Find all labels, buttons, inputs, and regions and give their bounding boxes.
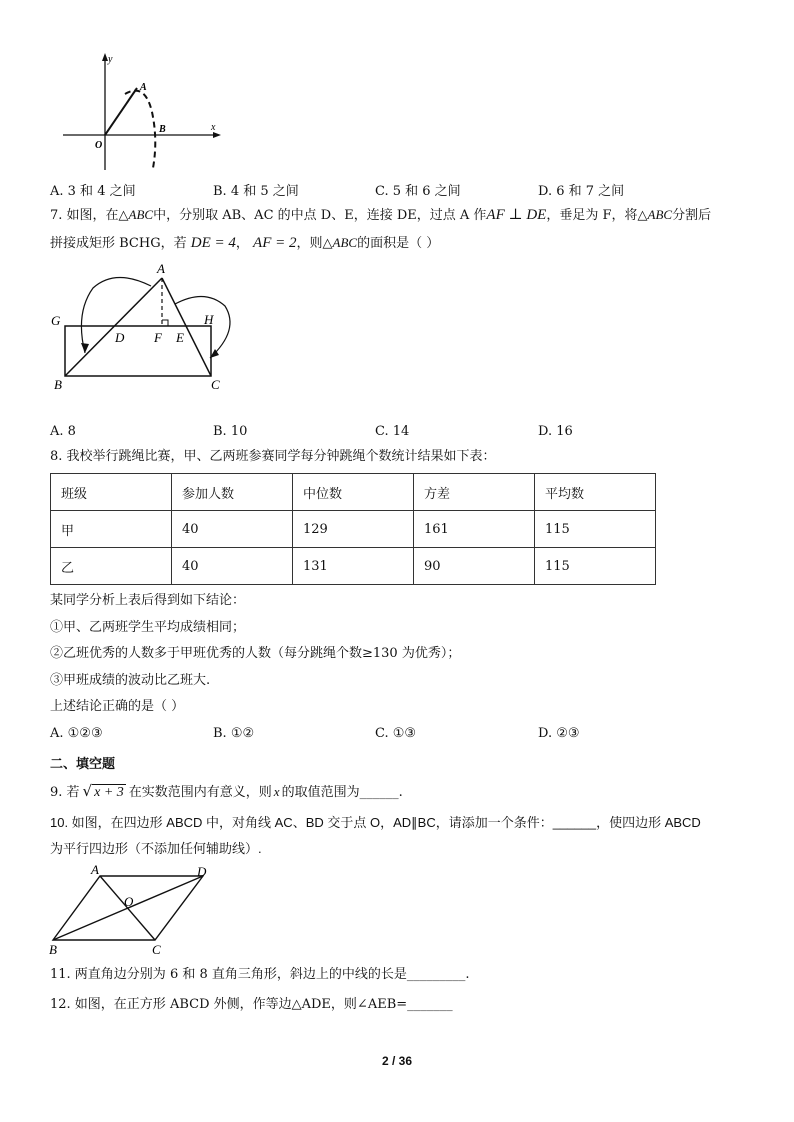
- q6-option-d: D. 6 和 7 之间: [538, 184, 625, 199]
- q6-option-c: C. 5 和 6 之间: [375, 184, 461, 199]
- label-b: B: [54, 377, 62, 392]
- label-o: O: [124, 894, 134, 909]
- label-h: H: [204, 312, 214, 327]
- label-a: A: [157, 261, 165, 276]
- table-row: [51, 511, 656, 548]
- section-heading: 二、填空题: [50, 757, 116, 772]
- q8-conclusion-2: ②乙班优秀的人数多于甲班优秀的人数（每分跳绳个数≥130 为优秀）；: [50, 646, 461, 661]
- page-number: 2 / 36: [381, 1054, 413, 1068]
- q12-line: 12. 如图，在正方形 ABCD 外侧，作等边△ADE，则∠AEB=_______: [50, 997, 453, 1012]
- label-x: x: [211, 122, 216, 133]
- q8-option-d: D. ②③: [538, 726, 580, 741]
- q7-figure: [45, 258, 245, 398]
- label-b: B: [159, 124, 166, 135]
- table-cell: 129: [293, 511, 414, 548]
- q8-analysis: 某同学分析上表后得到如下结论：: [50, 593, 246, 608]
- label-f: F: [154, 330, 162, 345]
- q6-option-a: A. 3 和 4 之间: [50, 184, 136, 199]
- table-cell: 乙: [51, 548, 172, 585]
- dashed-arc: [125, 91, 155, 168]
- q6-figure: [55, 50, 230, 175]
- table-header-cell: 中位数: [293, 474, 414, 511]
- table-cell: 161: [414, 511, 535, 548]
- table-header-cell: 班级: [51, 474, 172, 511]
- table-header-cell: 方差: [414, 474, 535, 511]
- table-row: [51, 548, 656, 585]
- table-header-cell: 参加人数: [172, 474, 293, 511]
- stats-table: [50, 473, 656, 585]
- label-c: C: [211, 377, 220, 392]
- label-d: D: [197, 864, 207, 879]
- q10-line-2: 为平行四边形（不添加任何辅助线）.: [50, 841, 262, 856]
- label-g: G: [51, 313, 61, 328]
- q10-line-1: 10. 如图，在四边形 ABCD 中，对角线 AC、BD 交于点 O，AD∥BC，请添加一个条件：______，使四边形 ABCD: [50, 815, 701, 830]
- q8-intro: 8. 我校举行跳绳比赛，甲、乙两班参赛同学每分钟跳绳个数统计结果如下表：: [50, 449, 496, 464]
- q9-line: 9. 若 √ x + 3 在实数范围内有意义，则 x 的取值范围为______.: [50, 782, 403, 800]
- table-cell: 甲: [51, 511, 172, 548]
- table-header-row: [51, 474, 656, 511]
- q8-option-c: C. ①③: [375, 726, 417, 741]
- q8-option-a: A. ①②③: [50, 726, 103, 741]
- label-a: A: [140, 82, 147, 93]
- label-o: O: [95, 140, 103, 151]
- table-cell: 115: [535, 511, 656, 548]
- table-cell: 40: [172, 548, 293, 585]
- table-cell: 131: [293, 548, 414, 585]
- label-a: A: [91, 862, 99, 877]
- q8-option-b: B. ①②: [213, 726, 255, 741]
- segment-oa: [105, 88, 137, 135]
- table-cell: 90: [414, 548, 535, 585]
- q11-line: 11. 两直角边分别为 6 和 8 直角三角形，斜边上的中线的长是_________.: [50, 967, 470, 982]
- side-ab: [65, 278, 162, 376]
- table-cell: 115: [535, 548, 656, 585]
- table-header-cell: 平均数: [535, 474, 656, 511]
- q10-figure: [45, 862, 220, 957]
- label-b: B: [49, 942, 57, 957]
- label-c: C: [152, 942, 161, 957]
- q8-question: 上述结论正确的是（ ）: [50, 699, 185, 714]
- q7-line-2: 拼接成矩形 BCHG，若 DE = 4， AF = 2，则△ABC的面积是（ ）: [50, 235, 440, 251]
- q7-line-1: 7. 如图，在△ABC中，分别取 AB、AC 的中点 D、E，连接 DE，过点 A 作AF ⊥ DE，垂足为 F，将△ABC分割后: [50, 207, 712, 223]
- side-ac: [162, 278, 211, 376]
- q7-option-c: C. 14: [375, 424, 410, 439]
- q7-option-b: B. 10: [213, 424, 248, 439]
- label-e: E: [176, 330, 184, 345]
- q8-conclusion-3: ③甲班成绩的波动比乙班大.: [50, 673, 211, 688]
- label-d: D: [115, 330, 125, 345]
- q7-option-d: D. 16: [538, 424, 573, 439]
- q8-conclusion-1: ①甲、乙两班学生平均成绩相同；: [50, 620, 246, 635]
- q7-option-a: A. 8: [50, 424, 76, 439]
- table-cell: 40: [172, 511, 293, 548]
- rotate-arrow-right: [175, 296, 230, 358]
- label-y: y: [108, 54, 113, 65]
- q6-option-b: B. 4 和 5 之间: [213, 184, 299, 199]
